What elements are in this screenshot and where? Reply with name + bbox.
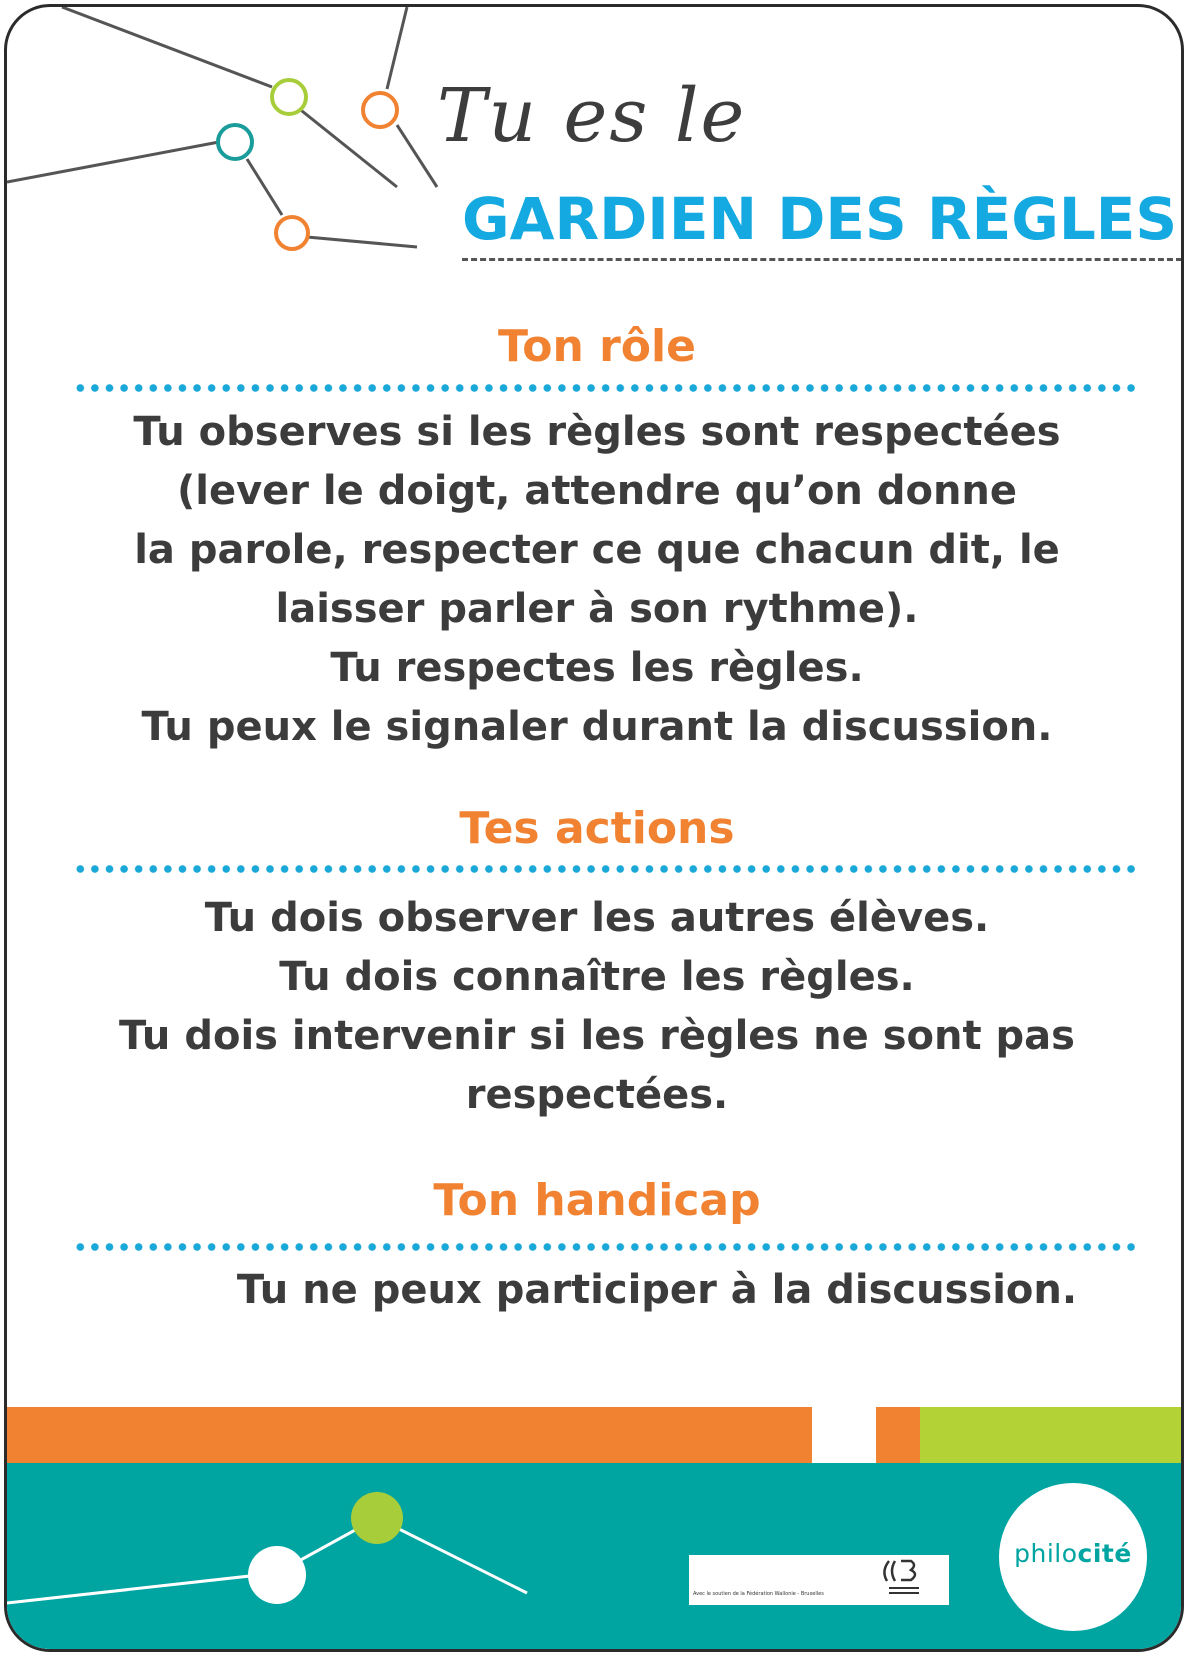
section-body-role [7, 403, 1184, 757]
green-node-icon [272, 80, 306, 114]
text-line: respectées. [465, 1072, 729, 1118]
sponsor-logo [689, 1555, 949, 1605]
logo-wordmark [999, 1539, 1147, 1568]
white-gap [812, 1407, 876, 1463]
title-script: Tu es le [437, 73, 747, 159]
text-line: (lever le doigt, attendre qu’on donne [176, 468, 1018, 514]
text-line: Tu dois observer les autres élèves. [204, 895, 990, 941]
sponsor-caption: Avec le soutien de la Fédération Wallonie - Bruxelles [693, 1591, 824, 1597]
role-card [4, 4, 1184, 1652]
text-line: la parole, respecter ce que chacun dit, le [134, 527, 1060, 573]
teal-node-icon [218, 125, 252, 159]
section-body-handicap [67, 1261, 1184, 1320]
green-bar [920, 1407, 1184, 1463]
orange-bar [7, 1407, 812, 1463]
section-body-actions [7, 889, 1184, 1125]
text-line: Tu dois intervenir si les règles ne sont pas [119, 1013, 1075, 1059]
text-line: Tu dois connaître les règles. [279, 954, 915, 1000]
text-line: Tu peux le signaler durant la discussion. [141, 704, 1053, 750]
text-line: laisser parler à son rythme). [275, 586, 919, 632]
federation-logo-icon [689, 1555, 949, 1605]
text-line: Tu respectes les règles. [330, 645, 864, 691]
section-heading-role: Ton rôle [498, 321, 696, 372]
white-dot-icon [248, 1546, 306, 1604]
green-dot-icon [351, 1492, 403, 1544]
orange-bar-small [876, 1407, 920, 1463]
footer-network-decoration [7, 1463, 567, 1652]
orange-node-icon-2 [276, 217, 308, 249]
section-heading-handicap: Ton handicap [433, 1175, 761, 1226]
role-title: GARDIEN DES RÈGLES [462, 185, 1178, 253]
text-line: Tu ne peux participer à la discussion. [236, 1267, 1078, 1313]
section-heading-actions: Tes actions [459, 803, 735, 854]
dotted-divider [73, 383, 1137, 393]
logo-prefix: philo [1014, 1539, 1078, 1568]
text-line: Tu observes si les règles sont respectées [133, 409, 1061, 455]
orange-node-icon [363, 93, 397, 127]
dotted-divider [73, 864, 1137, 874]
dotted-divider [73, 1242, 1137, 1252]
title-underline [462, 258, 1182, 261]
logo-suffix: cité [1077, 1539, 1132, 1568]
philocite-logo [999, 1483, 1147, 1631]
